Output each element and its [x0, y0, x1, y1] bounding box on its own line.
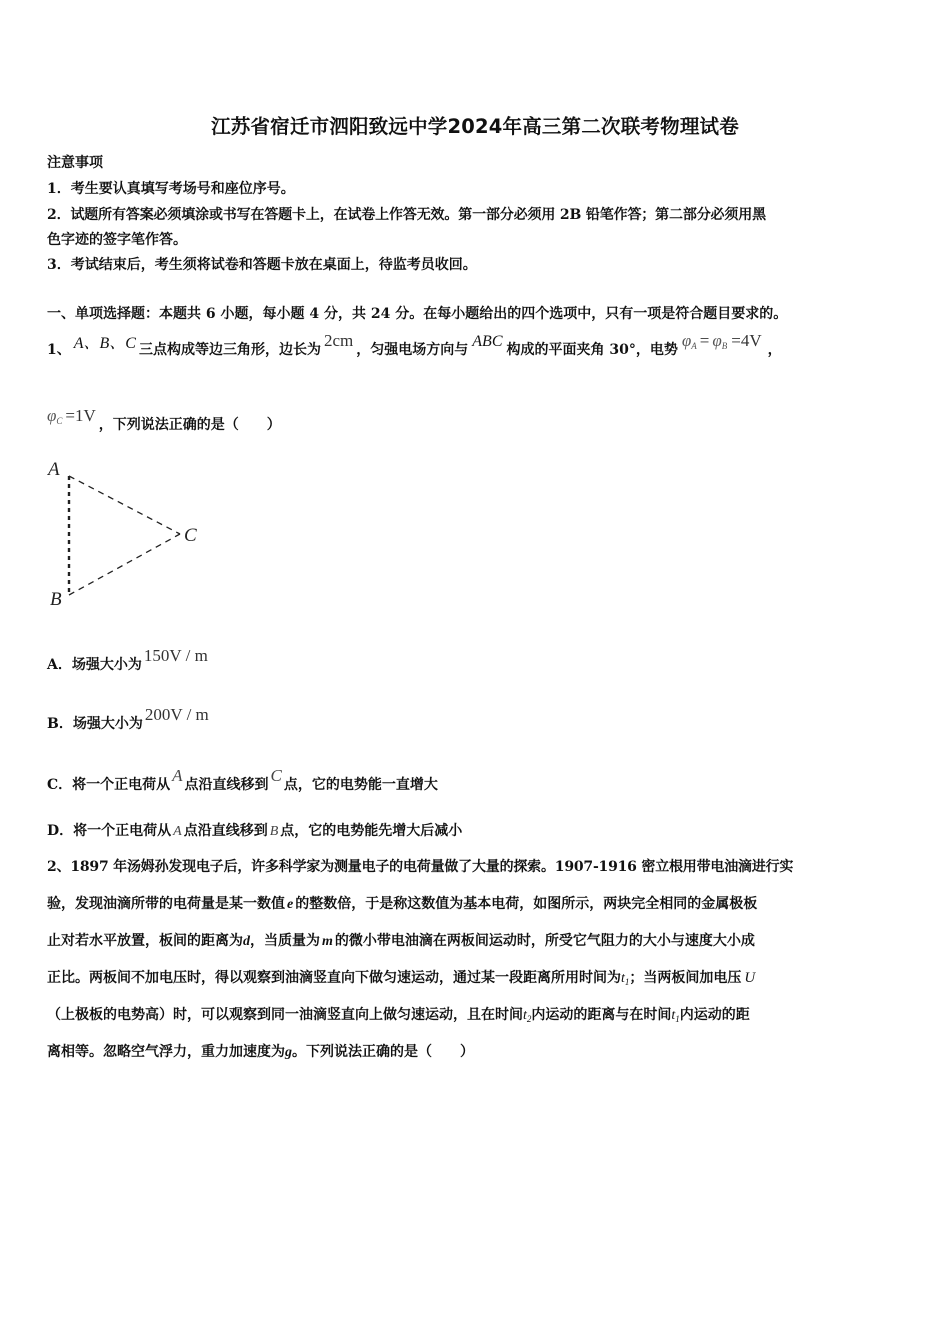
q2-line-3: 止对若水平放置，板间的距离为d，当质量为 m 的微小带电油滴在两板间运动时，所受它气阻力的大小与速度大小成	[47, 933, 755, 949]
notice-heading: 注意事项	[47, 155, 103, 171]
q2-line-2: 验，发现油滴所带的电荷量是某一数值 e 的整数倍，于是称这数值为基本电荷，如图所示，两块完全相同的金属极板	[47, 896, 758, 912]
q2-var-t1-b: $t_1$	[671, 1008, 680, 1024]
q1-text-1: 三点构成等边三角形，边长为	[138, 342, 321, 358]
q1-stem-line-1	[47, 331, 782, 359]
edge-bc	[69, 534, 180, 595]
q1-number: 1、	[47, 342, 71, 358]
q1-option-d	[47, 820, 462, 840]
q2-var-t1: $t_1$	[621, 971, 630, 987]
q1-comma: ，	[767, 342, 782, 358]
q2-var-u: U	[744, 970, 756, 986]
q1-eq-3: =1V	[65, 406, 96, 425]
option-d-text-1: D．将一个正电荷从	[47, 823, 172, 839]
notice-item-2: 2．试题所有答案必须填涂或书写在答题卡上，在试卷上作答无效。第一部分必须用 2B 铅笔作答；第二部分必须用黑	[47, 207, 766, 223]
vertex-label-b: B	[50, 589, 62, 610]
q1-triangle-figure	[40, 452, 220, 612]
q1-stem-line-2	[47, 406, 281, 434]
q2-line-5: （上极板的电势高）时，可以观察到同一油滴竖直向上做匀速运动，且在时间$t_2$内运动的距离与在时间$t_1$内运动的距	[47, 1007, 750, 1024]
option-c-text-2: 点沿直线移到	[184, 777, 269, 793]
vertex-label-c: C	[184, 525, 197, 546]
q2-line-6: 离相等。忽略空气浮力，重力加速度为g。下列说法正确的是（ ）	[47, 1044, 474, 1060]
option-d-text-2: 点沿直线移到	[183, 823, 268, 839]
q2-var-t2: $t_2$	[523, 1008, 532, 1024]
option-b-math: 200V / m	[144, 705, 209, 724]
notice-item-1: 1．考生要认真填写考场号和座位序号。	[47, 181, 295, 197]
option-c-math-2: C	[270, 766, 282, 785]
q1-eq-2: =4V	[731, 331, 762, 350]
q1-math-points: A、B、C	[73, 335, 136, 352]
option-c-text-1: C．将一个正电荷从	[47, 777, 171, 793]
q2-var-d: d	[243, 934, 250, 949]
q1-option-a	[47, 646, 208, 674]
q2-var-e: e	[287, 897, 294, 912]
edge-ac	[69, 476, 180, 534]
q2-var-g: g	[285, 1045, 292, 1060]
option-a-text: A．场强大小为	[47, 657, 142, 673]
q2-var-m: m	[322, 934, 333, 949]
q1-eq-1: =	[699, 331, 710, 350]
option-d-math-1: A	[173, 824, 182, 839]
q1-phi-c: φC	[47, 406, 63, 426]
q1-phi-a: φA	[681, 331, 697, 351]
option-b-text: B．场强大小为	[47, 716, 143, 732]
q1-text-3: 构成的平面夹角 30°，电势	[506, 342, 678, 358]
q1-option-b	[47, 705, 209, 733]
option-d-math-2: B	[269, 824, 279, 839]
q2-line-1: 2、1897 年汤姆孙发现电子后，许多科学家为测量电子的电荷量做了大量的探索。1907-1916 密立根用带电油滴进行实	[47, 859, 794, 875]
q1-math-length: 2cm	[323, 331, 354, 350]
option-a-math: 150V / m	[143, 646, 208, 665]
option-c-text-3: 点，它的电势能一直增大	[283, 777, 438, 793]
q1-text-2: ，匀强电场方向与	[356, 342, 469, 358]
notice-item-2-cont: 色字迹的签字笔作答。	[47, 232, 187, 248]
notice-item-3: 3．考试结束后，考生须将试卷和答题卡放在桌面上，待监考员收回。	[47, 257, 477, 273]
q1-phi-b: φB	[712, 331, 728, 351]
option-c-math-1: A	[172, 766, 183, 785]
q2-line-4: 正比。两板间不加电压时，得以观察到油滴竖直向下做匀速运动，通过某一段距离所用时间为$t_1$；当两板间加电压 U	[47, 970, 756, 987]
option-d-text-3: 点，它的电势能先增大后减小	[280, 823, 463, 839]
section-heading: 一、单项选择题：本题共 6 小题，每小题 4 分，共 24 分。在每小题给出的四个选项中，只有一项是符合题目要求的。	[47, 306, 788, 322]
q1-text-4: ，下列说法正确的是（ ）	[98, 417, 281, 433]
q1-math-plane: ABC	[472, 333, 503, 350]
q1-option-c	[47, 766, 438, 794]
page-title: 江苏省宿迁市泗阳致远中学2024年高三第二次联考物理试卷	[211, 115, 739, 138]
vertex-label-a: A	[48, 459, 60, 480]
